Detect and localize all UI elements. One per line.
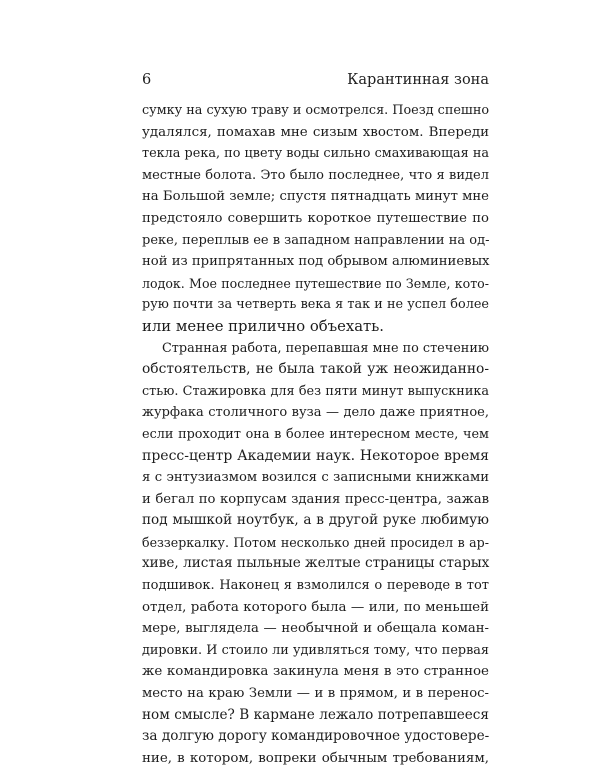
text-line: удалялся, помахав мне сизым хвостом. Впереди — [142, 124, 489, 140]
text-line: текла река, по цвету воды сильно смахивающая на — [142, 146, 489, 162]
text-line: сумку на сухую траву и осмотрелся. Поезд спешно — [142, 103, 490, 118]
text-line: на Большой земле; спустя пятнадцать минут мне — [142, 189, 489, 205]
text-line: ние, в котором, вопреки обычным требованиям, — [142, 750, 489, 766]
text-line: отдел, работа которого была — или, по меньшей — [142, 599, 489, 615]
text-line: местные болота. Это было последнее, что я видел — [142, 167, 489, 183]
text-line: ной из припрятанных под обрывом алюминиевых — [142, 254, 490, 270]
text-line: обстоятельств, не была такой уж неожиданно- — [142, 361, 489, 378]
text-line: рую почти за четверть века я так и не успел более — [142, 297, 489, 313]
text-line: ном смысле? В кармане лежало потрепавшееся — [142, 706, 489, 723]
text-line: мере, выглядела — необычной и обещала коман- — [142, 621, 489, 637]
paragraph — [142, 338, 489, 769]
paragraph — [142, 100, 489, 338]
text-line: же командировка закинула меня в это странное — [142, 664, 489, 680]
text-line: под мышкой ноутбук, а в другой руке любимую — [142, 512, 489, 529]
body-text — [142, 100, 489, 769]
text-line: беззеркалку. Потом несколько дней просидел в ар- — [142, 534, 489, 550]
text-line: место на краю Земли — и в прямом, и в перенос- — [142, 686, 489, 702]
text-line: если проходит она в более интересном месте, чем — [142, 426, 489, 442]
page-number: 6 — [142, 72, 152, 88]
running-title: Карантинная зона — [347, 72, 489, 88]
text-line: я с энтузиазмом возился с записными книжками — [142, 470, 489, 486]
text-line: за долгую дорогу командировочное удостовере- — [142, 728, 490, 745]
text-line: Странная работа, перепавшая мне по стечению — [162, 340, 489, 356]
text-line: или менее прилично объехать. — [142, 317, 384, 335]
text-line: дировки. И стоило ли удивляться тому, что первая — [142, 642, 489, 658]
text-line: предстояло совершить короткое путешествие по — [142, 210, 489, 226]
text-line: пресс-центр Академии наук. Некоторое время — [142, 447, 489, 464]
text-line: подшивок. Наконец я взмолился о переводе в тот — [142, 578, 489, 594]
text-line: и бегал по корпусам здания пресс-центра, зажав — [142, 491, 489, 507]
running-head — [142, 72, 489, 92]
text-line: стью. Стажировка для без пяти минут выпускника — [142, 383, 489, 399]
text-line: журфака столичного вуза — дело даже приятное, — [142, 405, 489, 421]
text-line: лодок. Мое последнее путешествие по Земле, кото- — [142, 275, 489, 291]
text-line: реке, переплыв ее в западном направлении на од- — [142, 232, 490, 248]
text-line: хиве, листая пыльные желтые страницы старых — [142, 555, 490, 572]
